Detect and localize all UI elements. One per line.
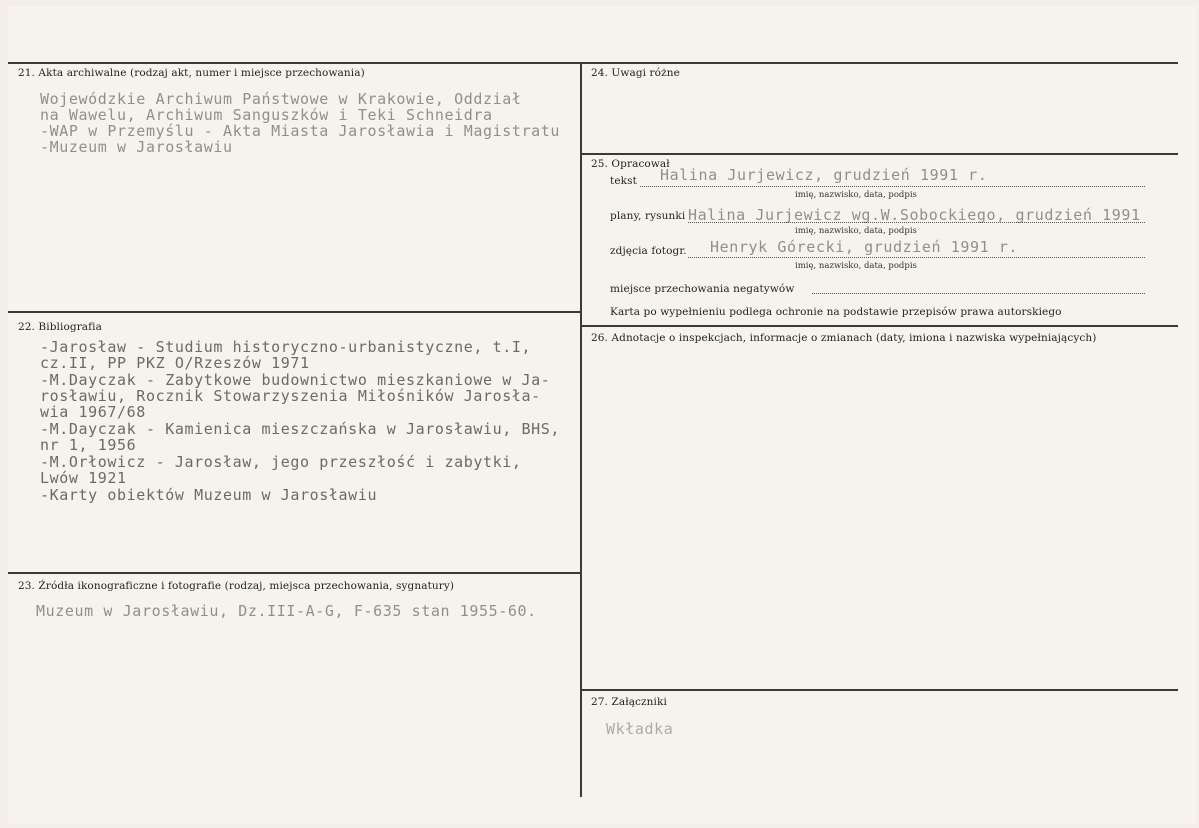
section-22-line: cz.II, PP PKZ O/Rzeszów 1971 [40, 354, 310, 372]
negatywy-label: miejsce przechowania negatywów [610, 283, 795, 295]
plany-label: plany, rysunki [610, 210, 686, 222]
section-22-line: -M.Dayczak - Kamienica mieszczańska w Jarosławiu, BHS, [40, 420, 561, 438]
zdjecia-label: zdjęcia fotogr. [610, 245, 687, 257]
top-rule [8, 62, 1178, 64]
section-21-line: na Wawelu, Archiwum Sanguszków i Teki Schneidra [40, 106, 493, 124]
section-24-label: 24. Uwagi różne [591, 67, 680, 79]
zdjecia-dotted-line [688, 257, 1145, 258]
rule-25-26 [582, 325, 1178, 327]
section-26-label: 26. Adnotacje o inspekcjach, informacje o zmianach (daty, imiona i nazwiska wypełniających) [591, 332, 1097, 344]
section-22-line: nr 1, 1956 [40, 436, 137, 454]
section-23-label: 23. Źródła ikonograficzne i fotografie (rodzaj, miejsca przechowania, sygnatury) [18, 580, 455, 592]
zdjecia-caption: imię, nazwisko, data, podpis [795, 261, 917, 271]
tekst-caption: imię, nazwisko, data, podpis [795, 190, 917, 200]
zdjecia-value: Henryk Górecki, grudzień 1991 r. [710, 238, 1019, 256]
section-22-line: -Jarosław - Studium historyczno-urbanistyczne, t.I, [40, 338, 532, 356]
rule-24-25 [582, 153, 1178, 155]
section-23-text: Muzeum w Jarosławiu, Dz.III-A-G, F-635 stan 1955-60. [36, 602, 537, 620]
tekst-label: tekst [610, 175, 637, 187]
section-21-line: -Muzeum w Jarosławiu [40, 138, 233, 156]
plany-dotted-line [688, 222, 1145, 223]
rule-26-27 [582, 689, 1178, 691]
section-27-label: 27. Załączniki [591, 696, 667, 708]
plany-value: Halina Jurjewicz wg.W.Sobockiego, grudzień 1991 [688, 206, 1141, 224]
tekst-dotted-line [640, 186, 1145, 187]
section-21-line: Wojewódzkie Archiwum Państwowe w Krakowie, Oddział [40, 90, 522, 108]
section-22-line: -M.Dayczak - Zabytkowe budownictwo mieszkaniowe w Ja- [40, 371, 551, 389]
section-21-line: -WAP w Przemyślu - Akta Miasta Jarosławia i Magistratu [40, 122, 561, 140]
section-22-line: wia 1967/68 [40, 403, 146, 421]
section-25-label: 25. Opracował [591, 158, 670, 170]
section-22-line: -M.Orłowicz - Jarosław, jego przeszłość i zabytki, [40, 453, 522, 471]
center-divider [580, 62, 582, 797]
negatywy-dotted-line [812, 293, 1145, 294]
section-22-line: Lwów 1921 [40, 469, 127, 487]
section-22-label: 22. Bibliografia [18, 321, 102, 333]
copyright-note: Karta po wypełnieniu podlega ochronie na podstawie przepisów prawa autorskiego [610, 306, 1062, 318]
section-27-text: Wkładka [606, 720, 674, 738]
tekst-value: Halina Jurjewicz, grudzień 1991 r. [660, 166, 988, 184]
section-22-line: rosławiu, Rocznik Stowarzyszenia Miłośników Jarosła- [40, 387, 541, 405]
rule-21-22 [8, 311, 580, 313]
plany-caption: imię, nazwisko, data, podpis [795, 226, 917, 236]
section-22-line: -Karty obiektów Muzeum w Jarosławiu [40, 486, 378, 504]
rule-22-23 [8, 572, 580, 574]
section-21-label: 21. Akta archiwalne (rodzaj akt, numer i miejsce przechowania) [18, 67, 365, 79]
